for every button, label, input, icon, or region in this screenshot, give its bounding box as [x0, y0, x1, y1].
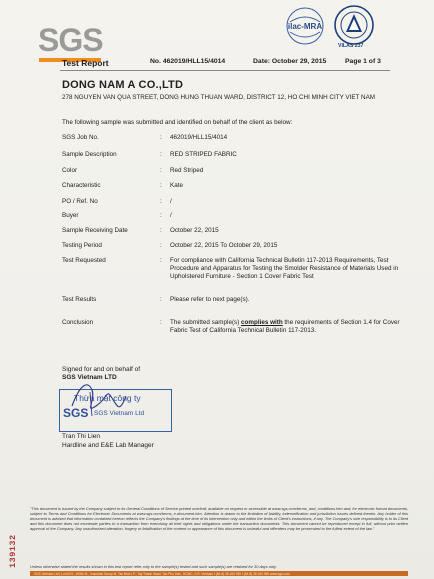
field-colon: :	[160, 257, 162, 264]
field-value: For compliance with California Technical Bulletin 117-2013 Requirements, Test Procedure and Apparatus for Testing the Smolder Resistance of Materials Used in Upholstered Furniture - Section 1 Cover Fabric Test	[170, 257, 399, 281]
field-label: Conclusion	[62, 319, 94, 326]
field-value: October 22, 2015 To October 29, 2015	[170, 242, 278, 249]
field-label: Sample Receiving Date	[62, 227, 128, 234]
field-value: RED STRIPED FABRIC	[170, 151, 237, 158]
field-label: Sample Description	[62, 151, 117, 158]
sample-retention-note: Unless otherwise stated the results shown in this test report refer only to the sample(s) tested and such sample(s) are retained for 30 days only.	[30, 564, 277, 569]
field-colon: :	[160, 134, 162, 141]
field-label: SGS Job No.	[62, 134, 99, 141]
field-label: PO / Ref. No	[62, 198, 98, 205]
conclusion-pre: The submitted sample(s)	[170, 319, 242, 326]
header-divider	[60, 70, 390, 71]
stamp-logo-text: SGS	[63, 406, 89, 420]
signing-company: SGS Vietnam LTD	[62, 374, 117, 381]
field-colon: :	[160, 151, 162, 158]
legal-notice: "This document is issued by the Company subject to its General Conditions of Service printed overleaf, available on request or accessible at www.sgs.com/terms_and_conditions.htm and, for electronic format documents, subject to Terms and Conditions for Electronic Documents at www.sgs.com/terms_e-document.htm. Attention is drawn to the limitation of liability, indemnification and jurisdiction issues defined therein. Any holder of this document is advised that information contained hereon reflects the Company's findings at the time of its intervention only and within the limits of Client's instructions, if any. The Company's sole responsibility is to its Client and this document does not exonerate parties to a transaction from exercising all their rights and obligations under the transaction documents. This document cannot be reproduced except in full, without prior written approval of the Company. Any unauthorized alteration, forgery or falsification of the content or appearance of this document is unlawful and offenders may be prosecuted to the fullest extent of the law."	[30, 506, 408, 532]
field-label: Test Requested	[62, 257, 106, 264]
report-date: Date: October 29, 2015	[253, 58, 327, 65]
signatory-title: Hardline and E&E Lab Manager	[62, 441, 154, 449]
stamp-line-one: Thừa mật công ty	[74, 393, 141, 403]
report-number: No. 462019/HLL15/4014	[150, 58, 226, 65]
field-colon: :	[160, 227, 162, 234]
page-indicator: Page 1 of 3	[345, 58, 381, 65]
field-colon: :	[160, 167, 162, 174]
signed-for-label: Signed for and on behalf of	[62, 366, 141, 373]
field-value: October 22, 2015	[170, 227, 219, 234]
field-colon: :	[160, 182, 162, 189]
side-serial-number: 139132	[8, 534, 18, 568]
svg-text:ilac-MRA: ilac-MRA	[287, 22, 323, 31]
field-colon: :	[160, 242, 162, 249]
client-name: DONG NAM A CO.,LTD	[62, 79, 184, 91]
field-colon: :	[160, 296, 162, 303]
field-value: Kate	[170, 182, 183, 189]
field-colon: :	[160, 198, 162, 205]
field-label: Characteristic	[62, 182, 101, 189]
signatory-name: Tran Thi Lien	[62, 433, 100, 440]
footer-address: SGS Vietnam Ltd | Lot III/21, 19/5A St., Industrial Group III, Tan Binh I.P., Tay Thanh Ward, Tan Phu Dist., HCMC, S.R. Vietnam t (84-8) 38 160 999 f (84-8) 38 160 996 www.sgs.com	[34, 572, 290, 576]
sgs-logo-text: SGS	[38, 22, 103, 58]
field-value: Please refer to next page(s).	[170, 296, 250, 303]
field-colon: :	[160, 212, 162, 219]
signatory	[62, 433, 154, 450]
field-colon: :	[160, 319, 162, 326]
field-value: 462019/HLL15/4014	[170, 134, 228, 141]
field-value	[170, 319, 400, 335]
conclusion-post: the requirements of Section 1.4 for Cover Fabric Test of California Technical Bulletin 117-2013.	[170, 319, 400, 335]
stamp-line-two: SGS Vietnam Ltd	[94, 410, 145, 417]
field-value: /	[170, 198, 172, 205]
sgs-logo	[38, 23, 104, 63]
field-label: Test Results	[62, 296, 97, 303]
field-value: Red Striped	[170, 167, 204, 174]
field-value: /	[170, 212, 172, 219]
vilas-label: VILAS 237	[338, 43, 364, 49]
report-title: Test Report	[62, 58, 109, 68]
client-address: 278 NGUYEN VAN QUA STREET, DONG HUNG THUAN WARD, DISTRICT 12, HO CHI MINH CITY VIET NAM	[62, 94, 376, 101]
field-label: Buyer	[62, 212, 79, 219]
field-label: Color	[62, 167, 78, 174]
conclusion-emphasis: complies with	[241, 319, 283, 326]
intro-text: The following sample was submitted and identified on behalf of the client as below:	[62, 119, 293, 126]
handwritten-signature-icon	[62, 376, 145, 417]
field-label: Testing Period	[62, 242, 102, 249]
ilac-mra-icon	[282, 6, 328, 50]
